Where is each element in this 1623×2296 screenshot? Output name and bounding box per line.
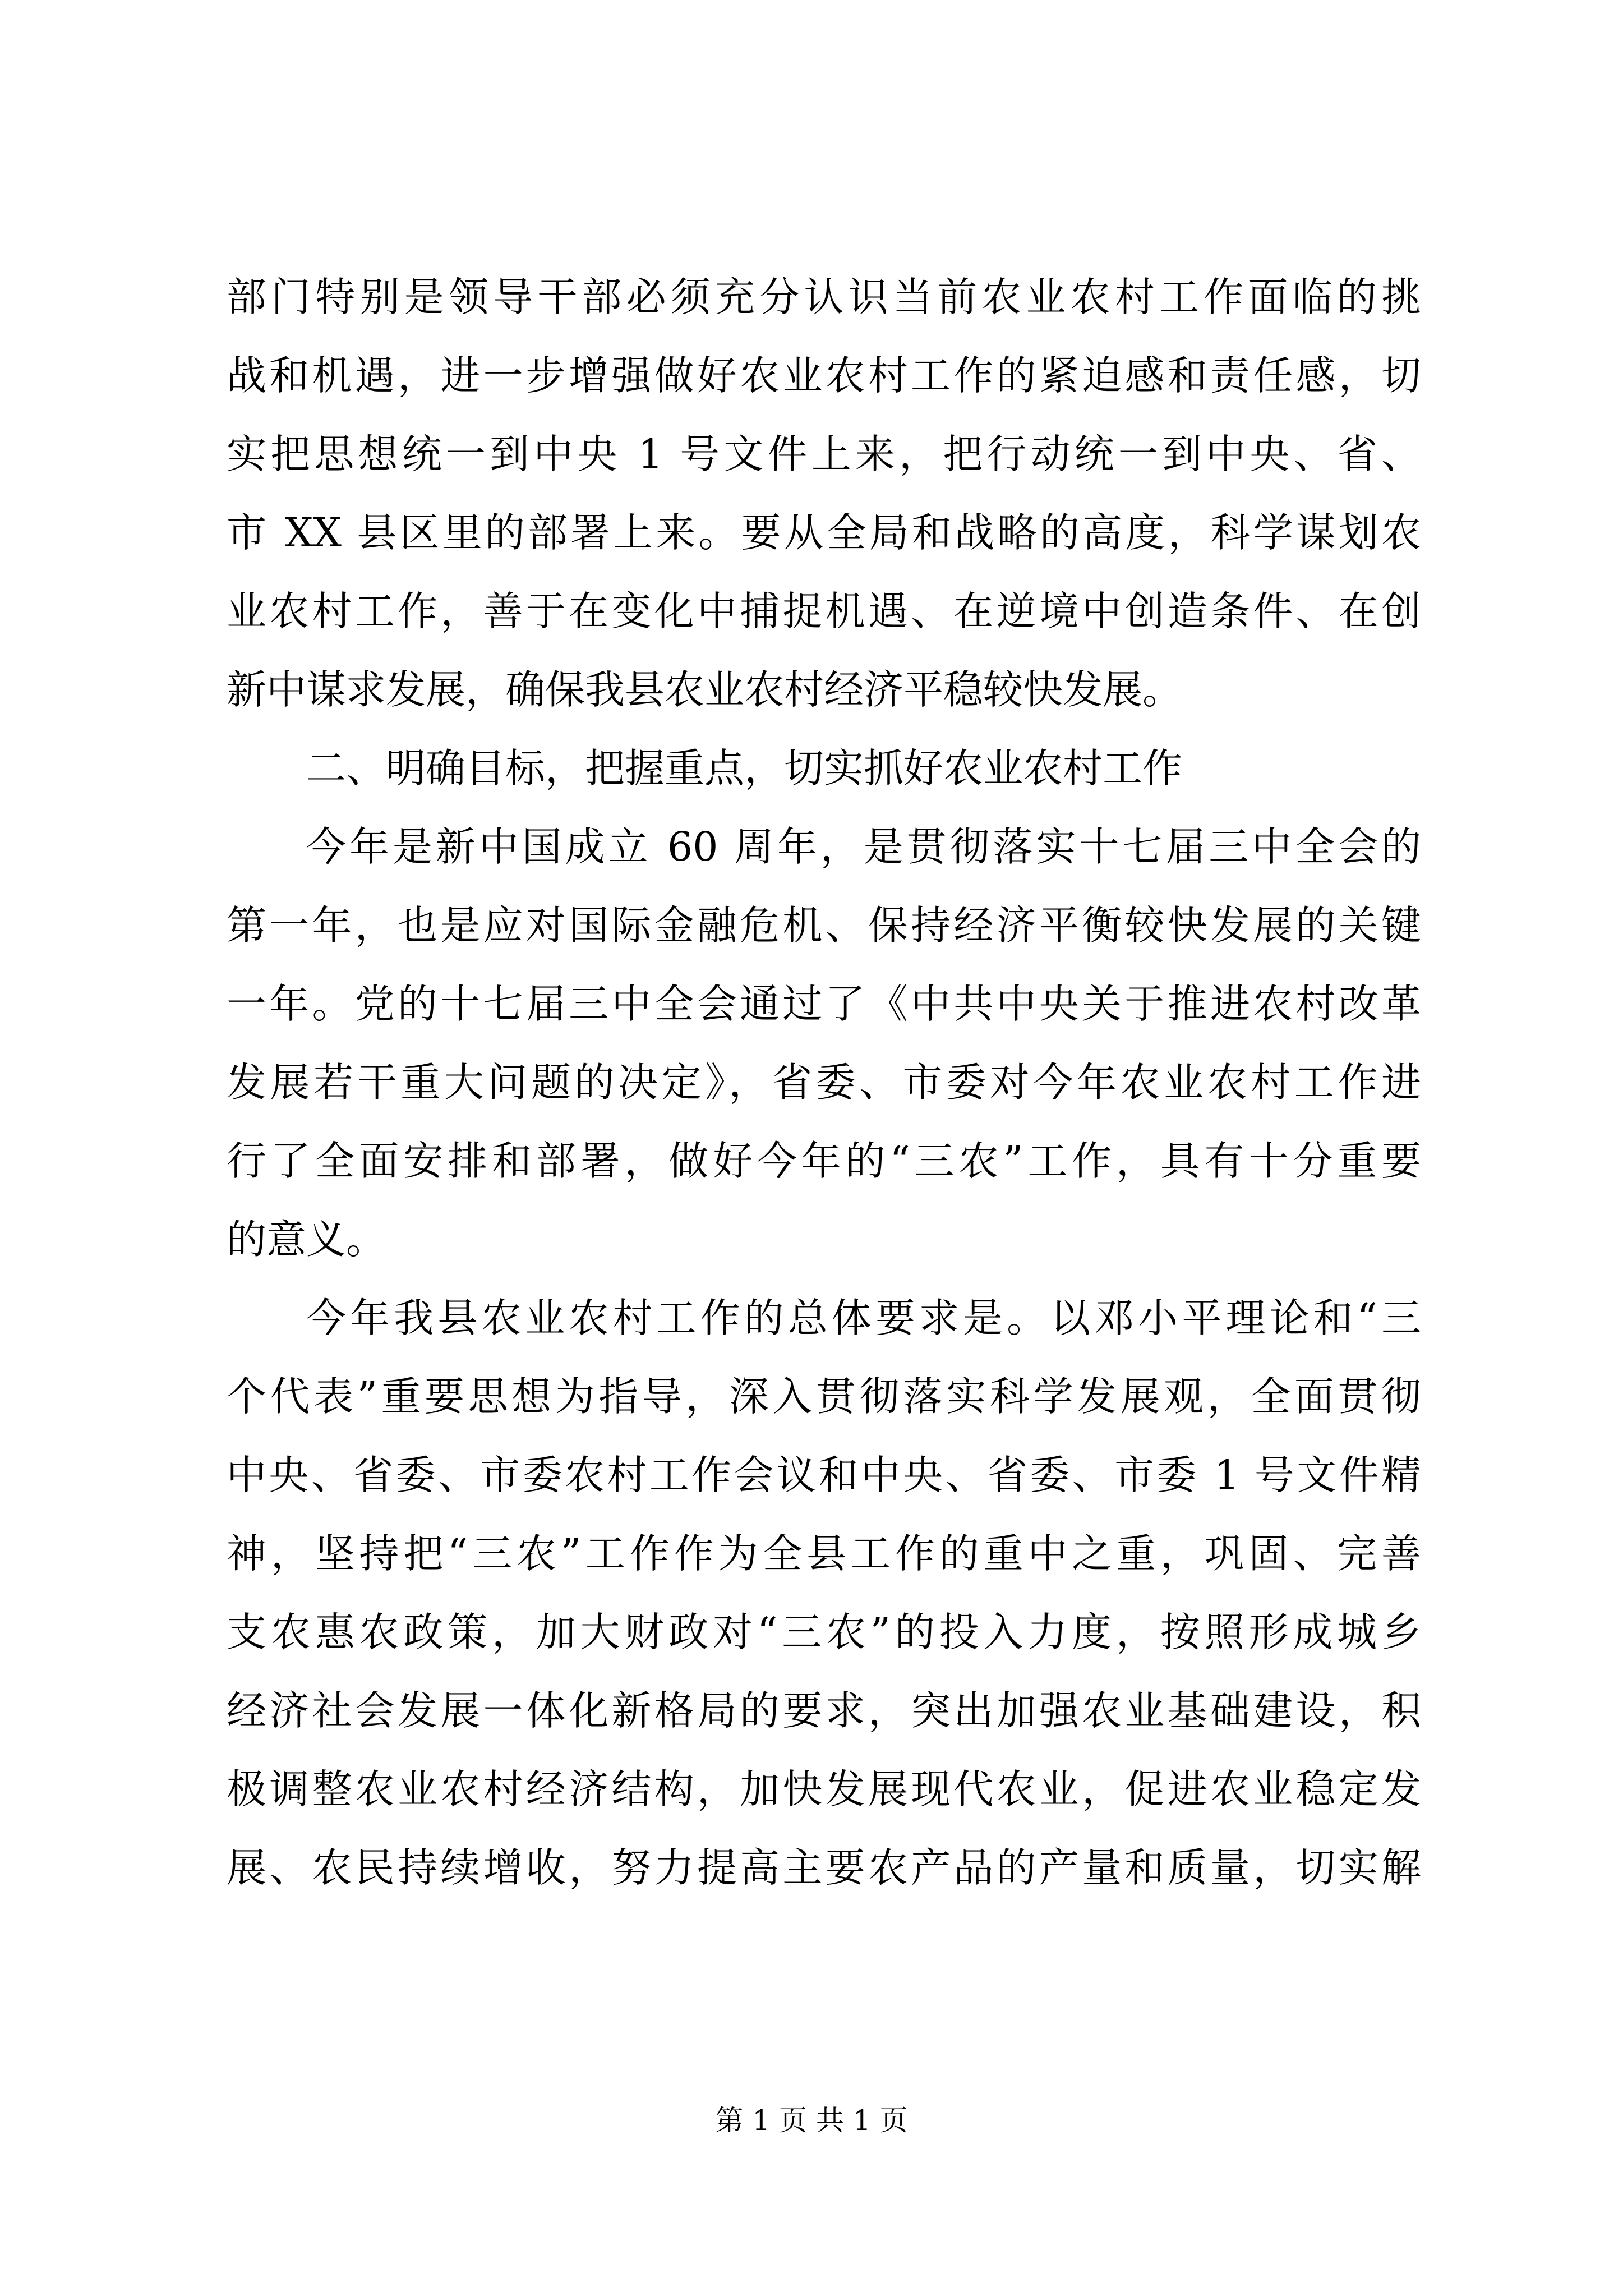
text-line: 战和机遇，进一步增强做好农业农村工作的紧迫感和责任感，切 [227, 352, 1421, 399]
text-line: 新中谋求发展，确保我县农业农村经济平稳较快发展。 [227, 666, 1183, 713]
text-line: 中央、省委、市委农村工作会议和中央、省委、市委 1 号文件精 [227, 1452, 1421, 1498]
text-line: 今年我县农业农村工作的总体要求是。以邓小平理论和“三 [306, 1295, 1421, 1341]
page-footer: 第 1 页 共 1 页 [715, 2104, 908, 2137]
text-line: 实把思想统一到中央 1 号文件上来，把行动统一到中央、省、 [227, 431, 1421, 477]
text-line: 神，坚持把“三农”工作作为全县工作的重中之重，巩固、完善 [227, 1530, 1421, 1577]
text-line: 展、农民持续增收，努力提高主要农产品的产量和质量，切实解 [227, 1844, 1421, 1891]
text-line: 支农惠农政策，加大财政对“三农”的投入力度，按照形成城乡 [227, 1609, 1421, 1655]
text-line: 第一年，也是应对国际金融危机、保持经济平衡较快发展的关键 [227, 902, 1421, 949]
text-line: 极调整农业农村经济结构，加快发展现代农业，促进农业稳定发 [227, 1766, 1421, 1812]
text-line: 个代表”重要思想为指导，深入贯彻落实科学发展观，全面贯彻 [227, 1373, 1421, 1420]
text-line: 今年是新中国成立 60 周年，是贯彻落实十七届三中全会的 [306, 823, 1421, 870]
text-line: 二、明确目标，把握重点，切实抓好农业农村工作 [306, 745, 1183, 792]
text-line: 业农村工作，善于在变化中捕捉机遇、在逆境中创造条件、在创 [227, 588, 1421, 634]
text-line: 部门特别是领导干部必须充分认识当前农业农村工作面临的挑 [227, 274, 1421, 320]
text-line: 经济社会发展一体化新格局的要求，突出加强农业基础建设，积 [227, 1687, 1421, 1734]
text-line: 市 XX 县区里的部署上来。要从全局和战略的高度，科学谋划农 [227, 509, 1421, 556]
document-body [227, 258, 1421, 1907]
text-line: 发展若干重大问题的决定》，省委、市委对今年农业农村工作进 [227, 1059, 1421, 1106]
text-line: 的意义。 [227, 1216, 386, 1263]
text-line: 行了全面安排和部署，做好今年的“三农”工作，具有十分重要 [227, 1138, 1421, 1184]
text-line: 一年。党的十七届三中全会通过了《中共中央关于推进农村改革 [227, 981, 1421, 1027]
